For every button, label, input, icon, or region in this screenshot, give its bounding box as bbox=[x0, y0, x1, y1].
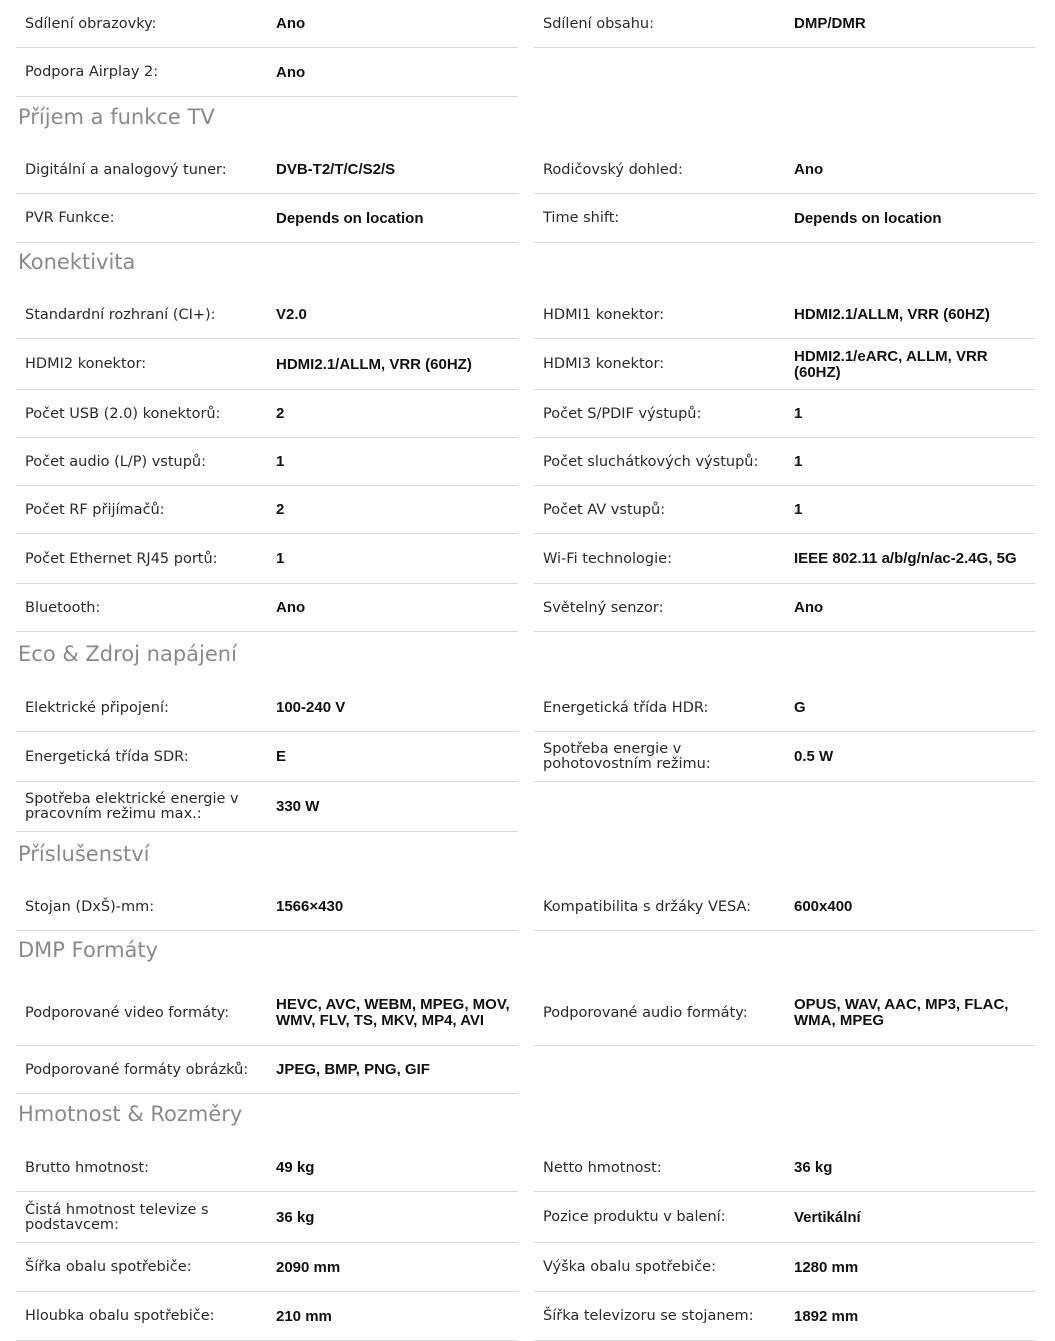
spec-label bbox=[25, 0, 261, 48]
spec-value-text: DVB-T2/T/C/S2/S bbox=[276, 161, 396, 178]
spec-value-text: Ano bbox=[276, 15, 306, 32]
row-divider bbox=[534, 781, 1036, 782]
spec-value bbox=[794, 390, 1030, 438]
section-title: DMP Formáty bbox=[18, 938, 159, 962]
spec-label bbox=[25, 486, 261, 534]
spec-value bbox=[276, 146, 512, 194]
spec-value bbox=[276, 48, 512, 97]
spec-label-text: Rodičovský dohled: bbox=[543, 161, 683, 178]
spec-label-text: Energetická třída HDR: bbox=[543, 699, 709, 716]
spec-label bbox=[543, 390, 783, 438]
spec-value bbox=[276, 291, 512, 339]
spec-label bbox=[543, 534, 783, 584]
spec-label-text: Podporované formáty obrázků: bbox=[25, 1061, 249, 1078]
row-divider bbox=[16, 930, 518, 931]
spec-label bbox=[543, 1144, 783, 1192]
spec-value-text: 36 kg bbox=[276, 1208, 315, 1226]
spec-value bbox=[276, 0, 512, 48]
row-divider bbox=[534, 631, 1036, 632]
row-divider bbox=[16, 1093, 518, 1094]
spec-label-text: Výška obalu spotřebiče: bbox=[543, 1259, 716, 1275]
spec-value-text: G bbox=[794, 699, 806, 716]
spec-value-text: 0.5 W bbox=[794, 748, 834, 765]
spec-value bbox=[794, 438, 1030, 486]
spec-value bbox=[276, 339, 512, 390]
spec-label-text: Počet RF přijímačů: bbox=[25, 501, 165, 518]
spec-label bbox=[25, 1292, 261, 1341]
spec-label bbox=[25, 48, 261, 97]
spec-label-text: PVR Funkce: bbox=[25, 210, 115, 226]
row-divider bbox=[16, 96, 518, 97]
spec-value-text: 1 bbox=[276, 550, 285, 567]
row-divider bbox=[534, 930, 1036, 931]
spec-label-text: Stojan (DxŠ)-mm: bbox=[25, 898, 155, 915]
spec-value-text: HDMI2.1/ALLM, VRR (60HZ) bbox=[794, 306, 990, 323]
spec-value-text: 1 bbox=[794, 405, 803, 422]
spec-value bbox=[276, 1292, 512, 1341]
spec-label-text: Energetická třída SDR: bbox=[25, 748, 189, 765]
row-divider bbox=[534, 242, 1036, 243]
spec-label-text: Wi-Fi technologie: bbox=[543, 550, 672, 567]
spec-value-text: Vertikální bbox=[794, 1208, 861, 1226]
spec-label bbox=[25, 684, 261, 732]
spec-value bbox=[794, 0, 1030, 48]
spec-value-text: DMP/DMR bbox=[794, 15, 866, 32]
spec-label bbox=[25, 1243, 261, 1292]
spec-label bbox=[25, 782, 261, 832]
spec-value bbox=[276, 194, 512, 243]
spec-value bbox=[276, 1243, 512, 1292]
spec-value-text: 1566×430 bbox=[276, 898, 344, 915]
spec-label-text: HDMI3 konektor: bbox=[543, 356, 665, 372]
spec-label bbox=[543, 1192, 783, 1243]
row-divider bbox=[16, 831, 518, 832]
section-title: Příjem a funkce TV bbox=[18, 105, 215, 129]
spec-label bbox=[543, 194, 783, 243]
spec-label bbox=[25, 438, 261, 486]
spec-value bbox=[794, 291, 1030, 339]
spec-label-text: Bluetooth: bbox=[25, 599, 101, 616]
spec-label bbox=[25, 883, 261, 931]
spec-value-text: Depends on location bbox=[794, 209, 942, 227]
row-divider bbox=[16, 631, 518, 632]
section-title: Eco & Zdroj napájení bbox=[18, 642, 237, 666]
spec-label bbox=[543, 146, 783, 194]
spec-label bbox=[543, 584, 783, 632]
spec-value bbox=[794, 339, 1030, 390]
spec-value bbox=[276, 1144, 512, 1192]
spec-value bbox=[276, 584, 512, 632]
spec-value bbox=[794, 883, 1030, 931]
spec-label bbox=[543, 0, 783, 48]
spec-value bbox=[276, 684, 512, 732]
spec-value bbox=[276, 534, 512, 584]
spec-label-text: Digitální a analogový tuner: bbox=[25, 161, 227, 178]
spec-label-text: Počet audio (L/P) vstupů: bbox=[25, 453, 206, 470]
spec-value-text: 1280 mm bbox=[794, 1258, 859, 1276]
spec-label bbox=[543, 980, 783, 1046]
spec-label-text: Time shift: bbox=[543, 210, 620, 226]
spec-value-text: JPEG, BMP, PNG, GIF bbox=[276, 1061, 430, 1078]
spec-label-text: Podpora Airplay 2: bbox=[25, 64, 159, 80]
spec-label-text: Čistá hmotnost televize s podstavcem: bbox=[25, 1201, 209, 1233]
spec-value-text: 1 bbox=[794, 453, 803, 470]
spec-label bbox=[543, 438, 783, 486]
spec-value bbox=[794, 534, 1030, 584]
spec-value-text: HDMI2.1/eARC, ALLM, VRR (60HZ) bbox=[794, 347, 988, 381]
spec-label bbox=[543, 883, 783, 931]
spec-label bbox=[543, 291, 783, 339]
spec-label bbox=[543, 732, 783, 782]
spec-value-text: 1892 mm bbox=[794, 1307, 859, 1325]
spec-label-text: Šířka obalu spotřebiče: bbox=[25, 1259, 192, 1275]
spec-value bbox=[794, 486, 1030, 534]
spec-value bbox=[794, 684, 1030, 732]
spec-value-text: Depends on location bbox=[276, 209, 424, 227]
spec-value-text: 2 bbox=[276, 501, 285, 518]
spec-value-text: 1 bbox=[794, 501, 803, 518]
spec-value-text: 49 kg bbox=[276, 1159, 315, 1176]
spec-value bbox=[276, 486, 512, 534]
spec-value bbox=[276, 1192, 512, 1243]
spec-value-text: E bbox=[276, 748, 287, 765]
spec-value-text: 210 mm bbox=[276, 1307, 332, 1325]
spec-label bbox=[543, 339, 783, 390]
spec-label-text: Kompatibilita s držáky VESA: bbox=[543, 898, 752, 915]
spec-label-text: HDMI2 konektor: bbox=[25, 356, 147, 372]
spec-label-text: HDMI1 konektor: bbox=[543, 306, 665, 323]
section-title: Příslušenství bbox=[18, 842, 150, 866]
spec-label bbox=[25, 584, 261, 632]
spec-value bbox=[276, 390, 512, 438]
spec-label-text: Elektrické připojení: bbox=[25, 699, 169, 716]
spec-value-text: 330 W bbox=[276, 798, 320, 815]
spec-value bbox=[794, 194, 1030, 243]
spec-value bbox=[794, 980, 1030, 1046]
spec-value-text: Ano bbox=[794, 599, 824, 616]
spec-label bbox=[25, 291, 261, 339]
spec-label-text: Počet S/PDIF výstupů: bbox=[543, 405, 702, 422]
spec-value bbox=[276, 883, 512, 931]
spec-value bbox=[794, 732, 1030, 782]
spec-label bbox=[25, 390, 261, 438]
spec-label bbox=[25, 1046, 261, 1094]
spec-label bbox=[543, 684, 783, 732]
spec-label-text: Počet AV vstupů: bbox=[543, 501, 666, 518]
spec-label-text: Podporované video formáty: bbox=[25, 1004, 230, 1021]
spec-value-text: OPUS, WAV, AAC, MP3, FLAC, WMA, MPEG bbox=[794, 996, 1009, 1029]
spec-value bbox=[276, 782, 512, 832]
spec-value-text: HDMI2.1/ALLM, VRR (60HZ) bbox=[276, 355, 472, 373]
spec-value-text: Ano bbox=[276, 599, 306, 616]
spec-value bbox=[276, 438, 512, 486]
spec-label bbox=[25, 339, 261, 390]
section-title: Konektivita bbox=[18, 250, 136, 274]
spec-value bbox=[794, 1292, 1030, 1341]
spec-value bbox=[276, 980, 512, 1046]
row-divider bbox=[534, 47, 1036, 48]
spec-label bbox=[25, 1192, 261, 1243]
spec-label bbox=[543, 486, 783, 534]
spec-value-text: 36 kg bbox=[794, 1159, 833, 1176]
spec-value-text: Ano bbox=[794, 161, 824, 178]
spec-label bbox=[543, 1243, 783, 1292]
spec-label-text: Světelný senzor: bbox=[543, 599, 664, 616]
spec-label-text: Spotřeba energie v pohotovostním režimu: bbox=[543, 741, 711, 772]
spec-value-text: HEVC, AVC, WEBM, MPEG, MOV, WMV, FLV, TS, MKV, MP4, AVI bbox=[276, 996, 510, 1029]
spec-label-text: Spotřeba elektrické energie v pracovním režimu max.: bbox=[25, 791, 239, 822]
spec-label-text: Sdílení obrazovky: bbox=[25, 15, 157, 32]
spec-label-text: Pozice produktu v balení: bbox=[543, 1209, 726, 1225]
spec-label-text: Šířka televizoru se stojanem: bbox=[543, 1308, 754, 1324]
spec-value-text: 1 bbox=[276, 453, 285, 470]
spec-label bbox=[25, 194, 261, 243]
spec-label bbox=[25, 980, 261, 1046]
spec-value-text: V2.0 bbox=[276, 306, 307, 323]
spec-value-text: Ano bbox=[276, 63, 306, 81]
spec-value bbox=[794, 146, 1030, 194]
spec-value-text: 2 bbox=[276, 405, 285, 422]
spec-label bbox=[25, 732, 261, 782]
spec-label-text: Počet Ethernet RJ45 portů: bbox=[25, 550, 218, 567]
spec-label bbox=[25, 146, 261, 194]
spec-value-text: 2090 mm bbox=[276, 1258, 341, 1276]
spec-value-text: IEEE 802.11 a/b/g/n/ac-2.4G, 5G bbox=[794, 550, 1017, 567]
spec-label-text: Počet USB (2.0) konektorů: bbox=[25, 405, 221, 422]
spec-label-text: Netto hmotnost: bbox=[543, 1159, 662, 1176]
spec-value bbox=[276, 1046, 512, 1094]
spec-value bbox=[794, 584, 1030, 632]
spec-label bbox=[25, 534, 261, 584]
row-divider bbox=[16, 242, 518, 243]
spec-label-text: Počet sluchátkových výstupů: bbox=[543, 453, 759, 470]
row-divider bbox=[534, 1045, 1036, 1046]
section-title: Hmotnost & Rozměry bbox=[18, 1102, 243, 1126]
spec-label bbox=[543, 1292, 783, 1341]
spec-value bbox=[794, 1144, 1030, 1192]
spec-value-text: 100-240 V bbox=[276, 699, 346, 716]
spec-label-text: Podporované audio formáty: bbox=[543, 1004, 748, 1021]
spec-value bbox=[276, 732, 512, 782]
spec-value bbox=[794, 1192, 1030, 1243]
spec-label-text: Standardní rozhraní (CI+): bbox=[25, 306, 216, 323]
spec-label-text: Hloubka obalu spotřebiče: bbox=[25, 1308, 215, 1324]
spec-label bbox=[25, 1144, 261, 1192]
spec-value bbox=[794, 1243, 1030, 1292]
spec-label-text: Brutto hmotnost: bbox=[25, 1159, 150, 1176]
spec-label-text: Sdílení obsahu: bbox=[543, 15, 654, 32]
spec-value-text: 600x400 bbox=[794, 898, 853, 915]
